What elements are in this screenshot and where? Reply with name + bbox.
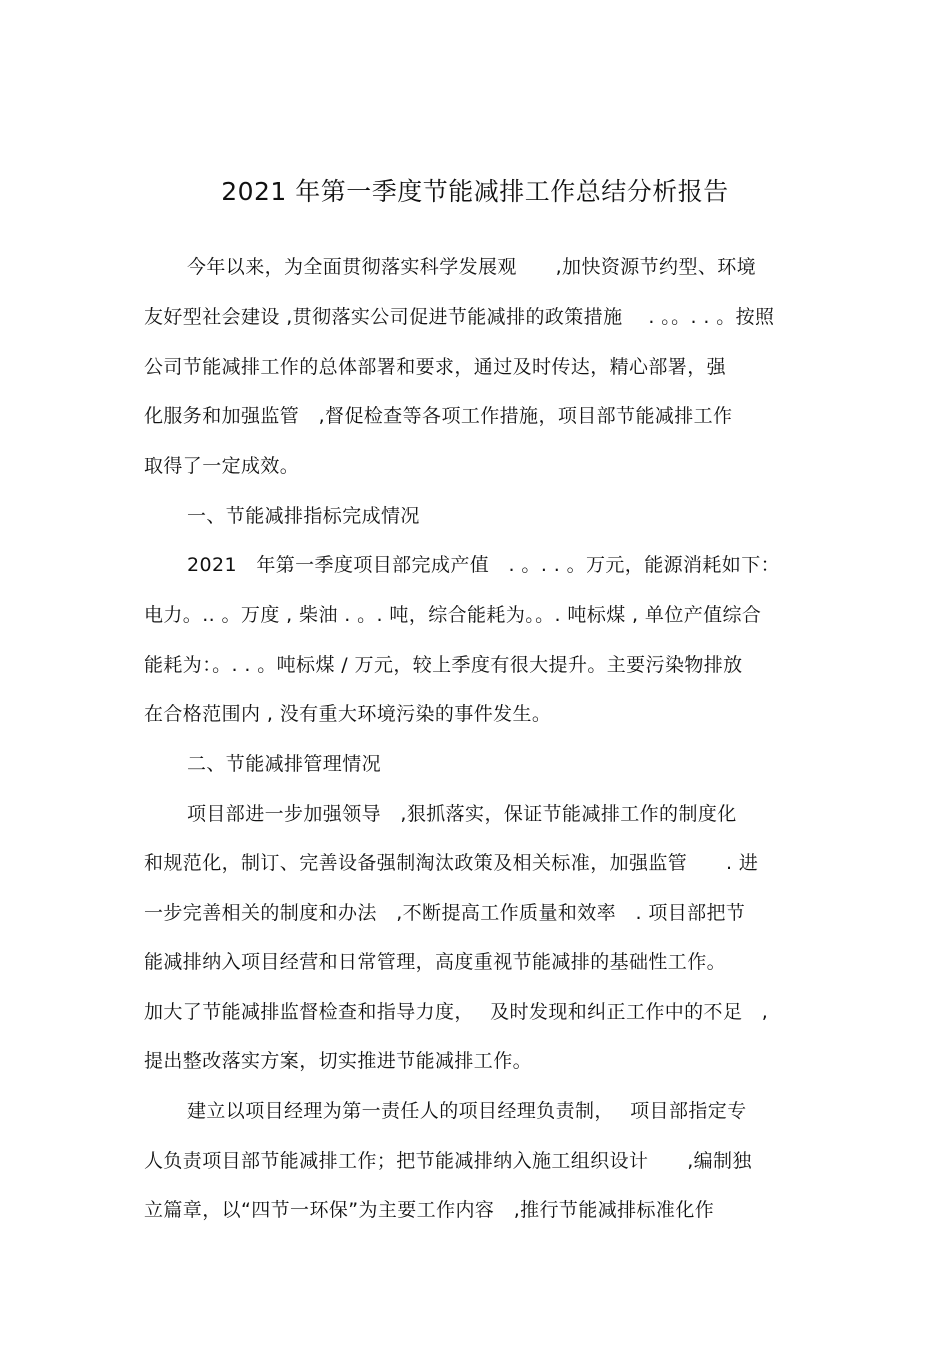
paragraph-line: 取得了一定成效。 <box>144 455 300 477</box>
paragraph-line: 在合格范围内 , 没有重大环境污染的事件发生。 <box>144 703 552 725</box>
section-heading: 一、节能减排指标完成情况 <box>187 505 420 527</box>
paragraph-line: 人负责项目部节能减排工作；把节能减排纳入施工组织设计 ,编制独 <box>144 1150 752 1172</box>
paragraph-line: 今年以来，为全面贯彻落实科学发展观 ,加快资源节约型、环境 <box>187 256 757 278</box>
paragraph-line: 项目部进一步加强领导 ,狠抓落实，保证节能减排工作的制度化 <box>187 803 737 825</box>
paragraph-line: 立篇章，以“四节一环保”为主要工作内容 ,推行节能减排标准化作 <box>144 1199 715 1221</box>
paragraph-line: 提出整改落实方案，切实推进节能减排工作。 <box>144 1050 533 1072</box>
paragraph-line: 化服务和加强监管 ,督促检查等各项工作措施，项目部节能减排工作 <box>144 405 733 427</box>
paragraph-line: 能减排纳入项目经营和日常管理，高度重视节能减排的基础性工作。 <box>144 951 727 973</box>
paragraph-line: 友好型社会建设 ,贯彻落实公司促进节能减排的政策措施 . 。。. . 。按照 <box>144 306 775 328</box>
paragraph-line: 一步完善相关的制度和办法 ,不断提高工作质量和效率 . 项目部把节 <box>144 902 746 924</box>
paragraph-line: 建立以项目经理为第一责任人的项目经理负责制， 项目部指定专 <box>187 1100 747 1122</box>
paragraph-line: 能耗为：。. . 。吨标煤 / 万元，较上季度有很大提升。主要污染物排放 <box>144 654 743 676</box>
paragraph-line: 2021 年第一季度项目部完成产值 . 。. . 。万元，能源消耗如下： <box>187 554 780 576</box>
paragraph-line: 公司节能减排工作的总体部署和要求，通过及时传达，精心部署，强 <box>144 356 727 378</box>
paragraph-line: 电力。.. 。万度 , 柴油 . 。. 吨，综合能耗为。。. 吨标煤 , 单位产值综合 <box>144 604 762 626</box>
paragraph-line: 和规范化，制订、完善设备强制淘汰政策及相关标准，加强监管 . 进 <box>144 852 759 874</box>
paragraph-line: 加大了节能减排监督检查和指导力度， 及时发现和纠正工作中的不足 , <box>144 1001 769 1023</box>
document-title: 2021 年第一季度节能减排工作总结分析报告 <box>221 177 729 206</box>
section-heading: 二、节能减排管理情况 <box>187 753 382 775</box>
